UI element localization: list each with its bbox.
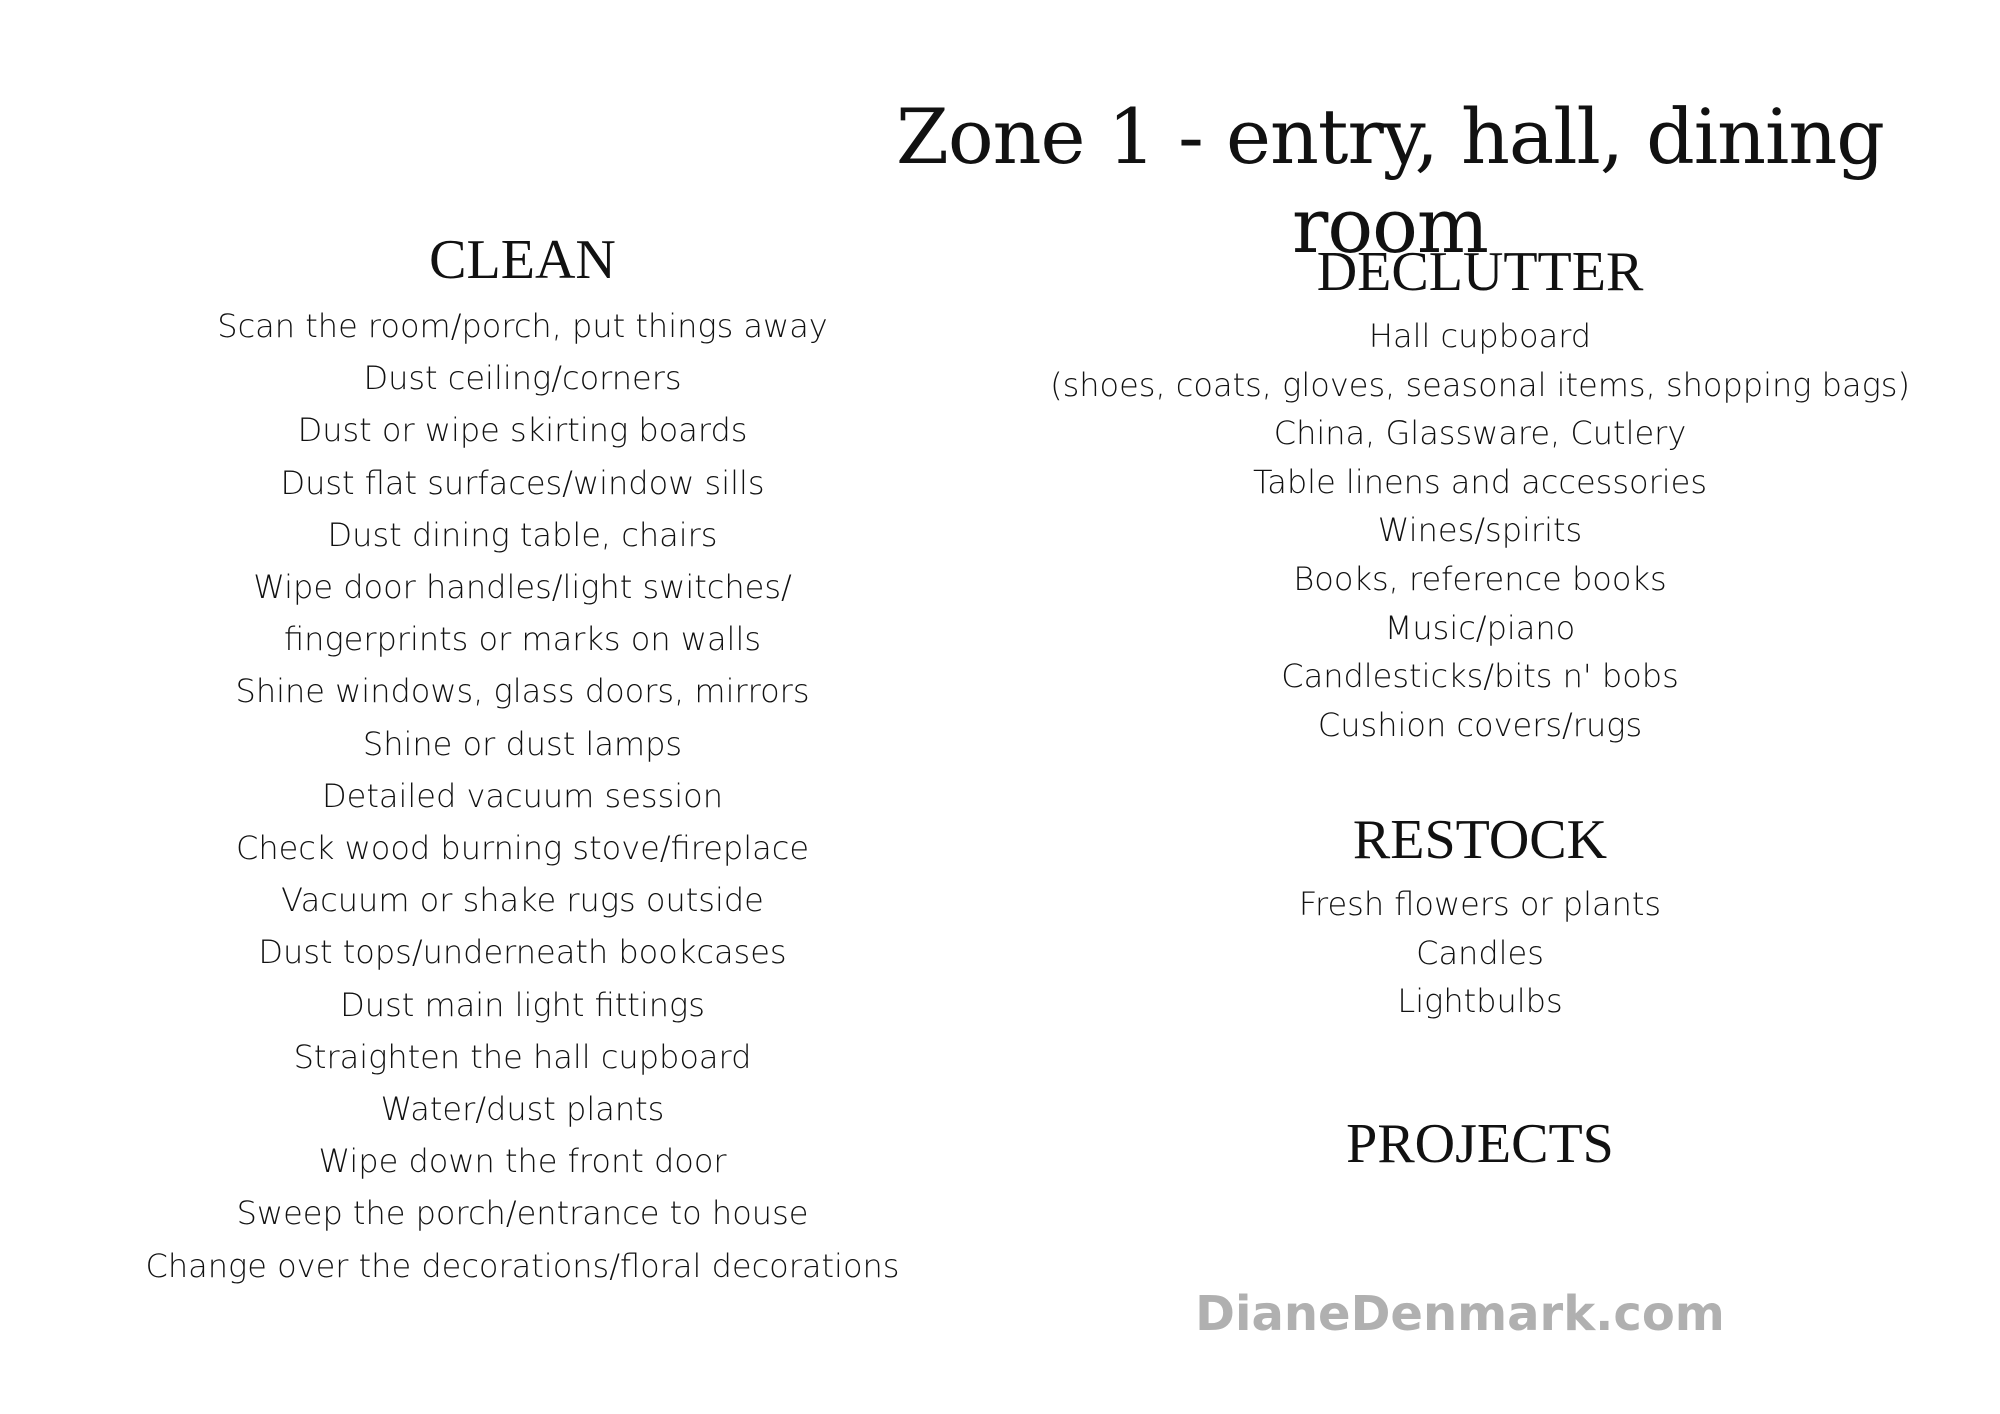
- list-item: Change over the decorations/floral decorations: [145, 1246, 900, 1285]
- list-item: Fresh flowers or plants: [1298, 885, 1662, 923]
- list-item: Shine windows, glass doors, mirrors: [235, 672, 810, 711]
- list-item: Wines/spirits: [1377, 511, 1583, 550]
- declutter-heading: DECLUTTER: [1316, 241, 1644, 303]
- clean-section: [80, 228, 965, 1292]
- list-item: Candlesticks/bits n' bobs: [1281, 657, 1679, 696]
- list-item: Dust or wipe skirting boards: [297, 411, 748, 450]
- list-item: Check wood burning stove/fireplace: [235, 829, 810, 868]
- declutter-section: [1040, 240, 1920, 749]
- list-item: Music/piano: [1384, 608, 1576, 647]
- restock-list: [1040, 880, 1920, 1026]
- watermark: DianeDenmark.com: [1195, 1286, 1725, 1342]
- list-item: Table linens and accessories: [1253, 462, 1707, 501]
- list-item: Dust flat surfaces/window sills: [280, 463, 765, 502]
- list-item: Hall cupboard: [1368, 317, 1592, 355]
- clean-list: [80, 300, 965, 1292]
- list-item: Books, reference books: [1293, 559, 1667, 598]
- list-item: Water/dust plants: [380, 1090, 665, 1129]
- restock-section: [1040, 808, 1920, 1026]
- list-item: Wipe down the front door: [318, 1142, 727, 1181]
- declutter-list: [1040, 312, 1920, 749]
- list-item: Dust ceiling/corners: [363, 359, 682, 398]
- list-item: (shoes, coats, gloves, seasonal items, shopping bags): [1050, 365, 1910, 404]
- list-item: Straighten the hall cupboard: [293, 1037, 752, 1076]
- list-item: Candles: [1416, 933, 1544, 972]
- clean-heading: CLEAN: [429, 229, 616, 291]
- restock-heading: RESTOCK: [1352, 809, 1608, 871]
- list-item: Lightbulbs: [1397, 982, 1563, 1021]
- projects-heading: PROJECTS: [1346, 1113, 1614, 1175]
- list-item: Sweep the porch/entrance to house: [236, 1194, 809, 1233]
- page-title: Zone 1 - entry, hall, dining room: [896, 92, 1884, 270]
- list-item: fingerprints or marks on walls: [284, 620, 761, 659]
- projects-section: [1040, 1112, 1920, 1176]
- list-item: China, Glassware, Cutlery: [1273, 414, 1687, 453]
- list-item: Wipe door handles/light switches/: [253, 568, 792, 607]
- list-item: Scan the room/porch, put things away: [217, 307, 828, 345]
- list-item: Vacuum or shake rugs outside: [281, 881, 764, 920]
- list-item: Detailed vacuum session: [322, 776, 723, 815]
- list-item: Shine or dust lamps: [362, 724, 683, 763]
- list-item: Dust dining table, chairs: [327, 515, 718, 554]
- list-item: Dust main light fittings: [340, 985, 705, 1024]
- list-item: Dust tops/underneath bookcases: [258, 933, 787, 972]
- list-item: Cushion covers/rugs: [1317, 705, 1643, 744]
